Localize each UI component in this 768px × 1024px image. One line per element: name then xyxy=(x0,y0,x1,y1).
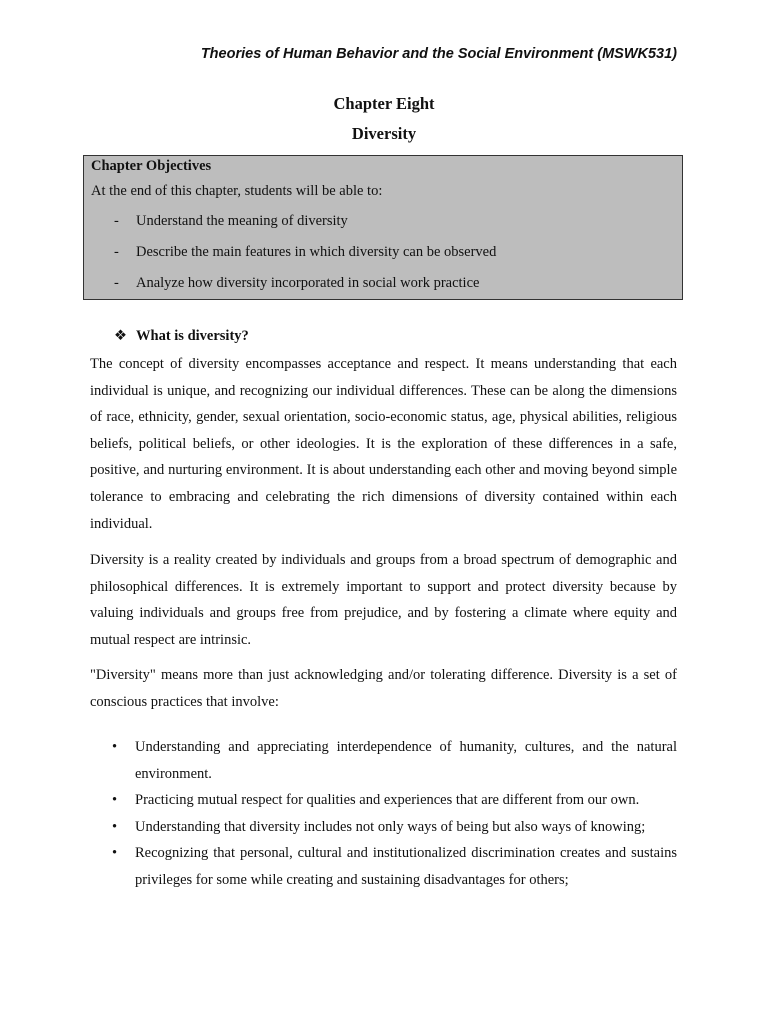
objectives-intro: At the end of this chapter, students will be able to: xyxy=(91,183,383,199)
bullet-dot-icon: • xyxy=(112,819,118,835)
diamond-bullet-icon: ❖ xyxy=(114,328,127,344)
list-item xyxy=(90,840,677,893)
list-item xyxy=(90,814,677,841)
objectives-heading: Chapter Objectives xyxy=(91,158,212,174)
list-item-text: Recognizing that personal, cultural and institutionalized discrimination creates and sustains privileges for some while creating and sustaining disadvantages for others; xyxy=(135,845,677,888)
list-item xyxy=(90,787,677,814)
bullet-dot-icon: • xyxy=(112,792,118,808)
section-heading-text: What is diversity? xyxy=(136,328,249,344)
objective-item xyxy=(114,275,479,292)
chapter-objectives-box xyxy=(83,155,683,300)
list-item-text: Understanding and appreciating interdependence of humanity, cultures, and the natural environment. xyxy=(135,739,677,782)
paragraph-practices-intro: "Diversity" means more than just acknowledging and/or tolerating difference. Diversity is a set of conscious practices that involve: xyxy=(90,667,677,710)
chapter-title: Chapter Eight xyxy=(333,94,435,113)
bullet-dot-icon: • xyxy=(112,845,118,861)
paragraph-reality: Diversity is a reality created by individuals and groups from a broad spectrum of demographic and philosophical differences. It is extremely important to support and protect diversity because by valuing individuals and groups free from prejudice, and by fostering a climate where equity and mutual respect are intrinsic. xyxy=(90,552,677,648)
objective-text: Understand the meaning of diversity xyxy=(136,213,348,229)
dash-marker: - xyxy=(114,275,119,291)
list-item-text: Understanding that diversity includes not only ways of being but also ways of knowing; xyxy=(135,819,646,835)
bullet-dot-icon: • xyxy=(112,739,118,755)
section-heading xyxy=(114,328,249,345)
paragraph-definition: The concept of diversity encompasses acceptance and respect. It means understanding that each individual is unique, and recognizing our individual differences. These can be along the dimensions of race, ethnicity, gender, sexual orientation, socio-economic status, age, physical abilities, religious beliefs, political beliefs, or other ideologies. It is the exploration of these differences in a safe, positive, and nurturing environment. It is about understanding each other and moving beyond simple tolerance to embracing and celebrating the rich dimensions of diversity contained within each individual. xyxy=(90,356,677,532)
list-item-text: Practicing mutual respect for qualities and experiences that are different from our own. xyxy=(135,792,640,808)
objective-text: Describe the main features in which diversity can be observed xyxy=(136,244,497,260)
running-header: Theories of Human Behavior and the Social Environment (MSWK531) xyxy=(200,46,677,62)
dash-marker: - xyxy=(114,213,119,229)
chapter-subtitle: Diversity xyxy=(351,124,417,143)
objective-item xyxy=(114,213,348,230)
objective-item xyxy=(114,244,496,261)
dash-marker: - xyxy=(114,244,119,260)
list-item xyxy=(90,734,677,787)
objective-text: Analyze how diversity incorporated in social work practice xyxy=(136,275,480,291)
